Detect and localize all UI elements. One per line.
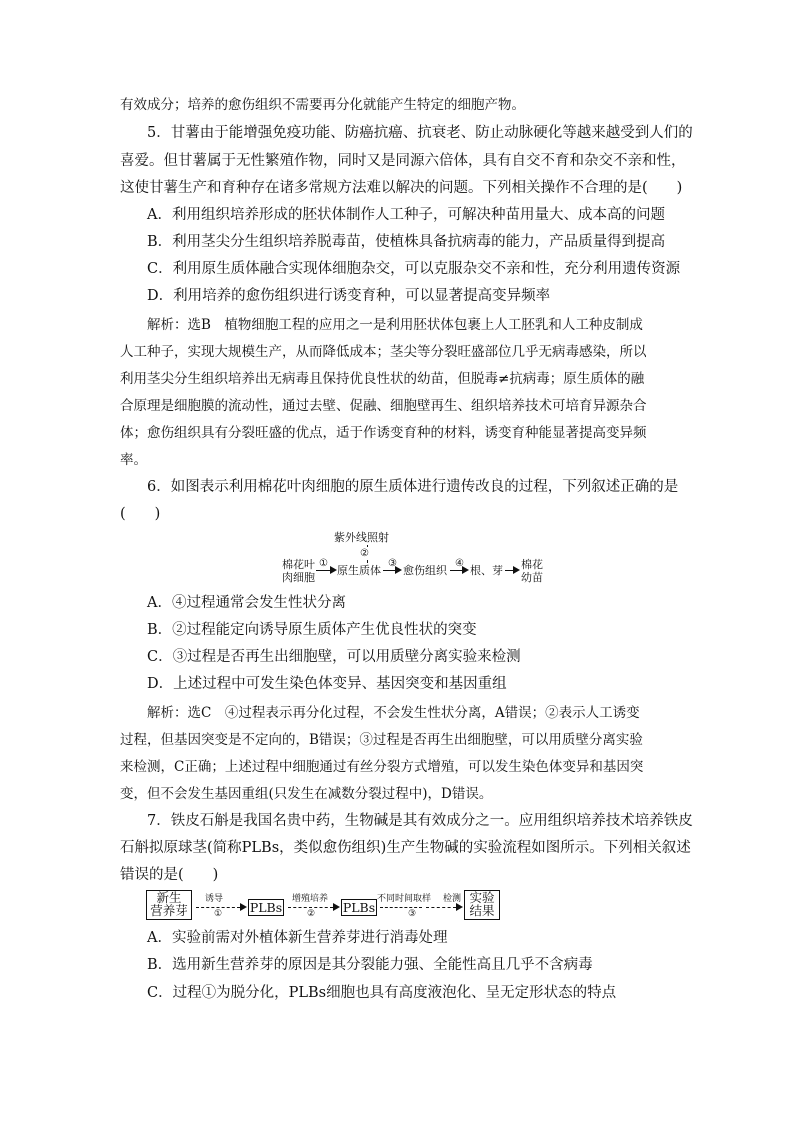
option-d: D．上述过程中可发生染色体变异、基因突变和基因重组 [147,676,507,692]
seedling-label: 幼苗 [521,571,543,584]
new-bud-label: 营养芽 [150,903,188,918]
uv-label: 紫外线照射 [334,531,389,544]
option-d: D．利用培养的愈伤组织进行诱变育种，可以显著提高变异频率 [147,288,551,304]
result-label: 结果 [469,903,495,918]
question-6-line: 6．如图表示利用棉花叶肉细胞的原生质体进行遗传改良的过程，下列叙述正确的是 [147,479,679,495]
analysis-line: 来检测，C正确；上述过程中细胞通过有丝分裂方式增殖，可以发生染色体变异和基因突 [120,759,644,775]
leaf-cell-label: 肉细胞 [282,571,315,584]
analysis-line: 合原理是细胞膜的流动性，通过去壁、促融、细胞壁再生、组织培养技术可培育异源杂合 [120,398,647,414]
plbs-box-2: PLBs [342,900,376,915]
arrowhead [240,903,247,911]
text-line: 石斛拟原球茎(简称PLBs，类似愈伤组织)生产生物碱的实验流程如图所示。下列相关叙述 [120,840,691,856]
arrow-4 [426,907,456,908]
analysis-line: 体；愈伤组织具有分裂旺盛的优点，适于作诱变育种的材料，诱变育种能显著提高变异频 [120,425,647,441]
result-box [464,890,500,920]
option-b: B．②过程能定向诱导原生质体产生优良性状的突变 [147,622,477,638]
analysis-line: 人工种子，实现大规模生产，从而降低成本；茎尖等分裂旺盛部位几乎无病毒感染，所以 [120,344,647,360]
arrowhead [462,566,469,574]
arrowhead [395,566,402,574]
option-a: A．④过程通常会发生性状分离 [147,595,346,611]
analysis-line: 过程，但基因突变是不定向的，B错误；③过程是否再生出细胞壁，可以用质壁分离实验 [120,732,643,748]
question-7-line: 7．铁皮石斛是我国名贵中药，生物碱是其有效成分之一。应用组织培养技术培养铁皮 [147,813,693,829]
analysis-line: 变，但不会发生基因重组(只发生在减数分裂过程中)，D错误。 [120,786,493,802]
step-3-label: ③ [408,909,417,919]
text-line: 这使甘薯生产和育种存在诸多常规方法难以解决的问题。下列相关操作不合理的是( ) [120,180,683,196]
analysis-line: 率。 [120,452,147,468]
text-line: ( ) [120,506,161,522]
text-line: 有效成分；培养的愈伤组织不需要再分化就能产生特定的细胞产物。 [120,97,525,113]
option-b: B．选用新生营养芽的原因是其分裂能力强、全能性高且几乎不含病毒 [147,957,593,973]
step-4-label: ④ [455,558,464,569]
text-line: 喜爱。但甘薯属于无性繁殖作物，同时又是同源六倍体，具有自交不育和杂交不亲和性， [120,153,686,169]
sampling-label: 不同时间取样 [377,894,432,904]
step-1-label: ① [319,558,328,569]
proliferation-label: 增殖培养 [292,894,329,904]
option-b: B．利用茎尖分生组织培养脱毒苗，使植株具备抗病毒的能力，产品质量得到提高 [147,234,666,250]
plbs-box-1: PLBs [249,900,283,915]
step-2-label: ② [360,548,369,559]
root-bud-label: 根、芽 [470,564,503,577]
option-a: A．利用组织培养形成的胚状体制作人工种子，可解决种苗用量大、成本高的问题 [147,207,665,223]
step-1-label: ① [214,909,223,919]
analysis-line: 解析：选C ④过程表示再分化过程，不会发生性状分离，A错误；②表示人工诱变 [147,705,640,721]
step-2-label: ② [307,909,316,919]
arrowhead [456,903,463,911]
option-a: A．实验前需对外植体新生营养芽进行消毒处理 [147,930,448,946]
analysis-line: 利用茎尖分生组织培养出无病毒且保持优良性状的幼苗，但脱毒≠抗病毒；原生质体的融 [120,371,645,387]
callus-label: 愈伤组织 [403,564,447,577]
arrowhead [333,903,340,911]
new-bud-box [146,890,192,920]
step-3-label: ③ [388,558,397,569]
seedling-label: 棉花 [521,558,543,571]
arrowhead [330,566,337,574]
text-line: 错误的是( ) [120,867,219,883]
option-c: C．利用原生质体融合实现体细胞杂交，可以克服杂交不亲和性，充分利用遗传资源 [147,261,681,277]
result-label: 实验 [469,890,495,905]
protoplast-label: 原生质体 [337,564,381,577]
leaf-cell-label: 棉花叶 [282,558,315,571]
analysis-line: 解析：选B 植物细胞工程的应用之一是利用胚状体包裹上人工胚乳和人工种皮制成 [147,317,643,333]
option-c: C．③过程是否再生出细胞壁，可以用质壁分离实验来检测 [147,649,521,665]
question-5-line: 5．甘薯由于能增强免疫功能、防癌抗癌、抗衰老、防止动脉硬化等越来越受到人们的 [147,125,693,141]
new-bud-label: 新生 [156,890,182,905]
induce-label: 诱导 [205,894,224,904]
detect-label: 检测 [443,894,462,904]
arrowhead [513,566,520,574]
option-c: C．过程①为脱分化，PLBs细胞也具有高度液泡化、呈无定形状态的特点 [147,985,617,1001]
